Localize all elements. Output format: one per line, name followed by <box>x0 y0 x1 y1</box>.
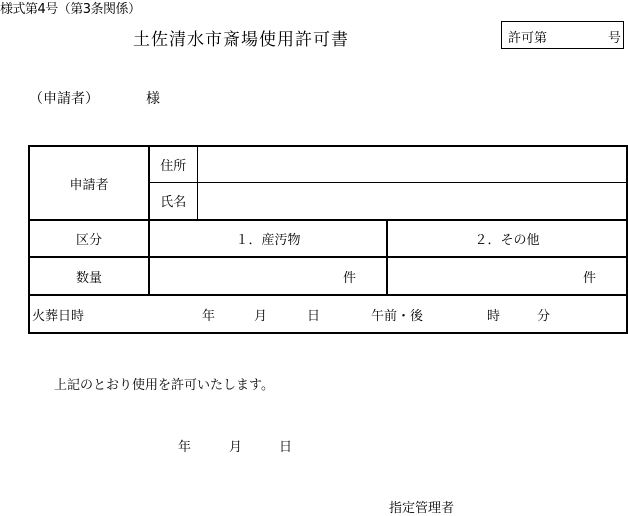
quantity-field-other[interactable] <box>387 257 627 295</box>
cremation-month-unit: 月 <box>254 308 268 324</box>
name-field[interactable] <box>197 182 627 220</box>
applicant-header: 申請者 <box>29 146 149 220</box>
cremation-hour-unit: 時 <box>487 308 501 324</box>
permit-number-suffix: 号 <box>608 31 622 46</box>
cremation-ampm: 午前・後 <box>371 308 424 324</box>
name-label: 氏名 <box>149 182 197 220</box>
category-option-other[interactable]: ２．その他 <box>387 220 627 257</box>
permit-form-table <box>28 145 628 334</box>
permit-number-box <box>501 21 624 49</box>
permit-number-label: 許可第 <box>508 31 548 46</box>
document-title: 土佐清水市斎場使用許可書 <box>133 30 349 50</box>
cremation-datetime-row[interactable] <box>29 295 627 333</box>
quantity-field-waste[interactable] <box>149 257 387 295</box>
cremation-year-unit: 年 <box>202 308 216 324</box>
form-number: 様式第4号（第3条関係） <box>0 2 141 17</box>
category-label: 区分 <box>29 220 149 257</box>
issue-day-unit: 日 <box>279 440 293 455</box>
address-label: 住所 <box>149 146 197 182</box>
administrator-label: 指定管理者 <box>389 501 455 516</box>
applicant-honorific: 様 <box>146 91 160 107</box>
issue-year-unit: 年 <box>178 440 192 455</box>
category-option-waste[interactable]: １．産汚物 <box>149 220 387 257</box>
issue-month-unit: 月 <box>229 440 243 455</box>
address-field[interactable] <box>197 146 627 182</box>
cremation-day-unit: 日 <box>307 308 321 324</box>
quantity-label: 数量 <box>29 257 149 295</box>
issue-date <box>178 436 292 455</box>
cremation-datetime-label: 火葬日時 <box>32 308 85 324</box>
quantity-unit-waste: 件 <box>342 270 356 286</box>
approval-statement: 上記のとおり使用を許可いたします。 <box>54 378 274 393</box>
cremation-minute-unit: 分 <box>537 308 551 324</box>
applicant-line-label: （申請者） <box>29 91 99 107</box>
quantity-unit-other: 件 <box>582 270 596 286</box>
